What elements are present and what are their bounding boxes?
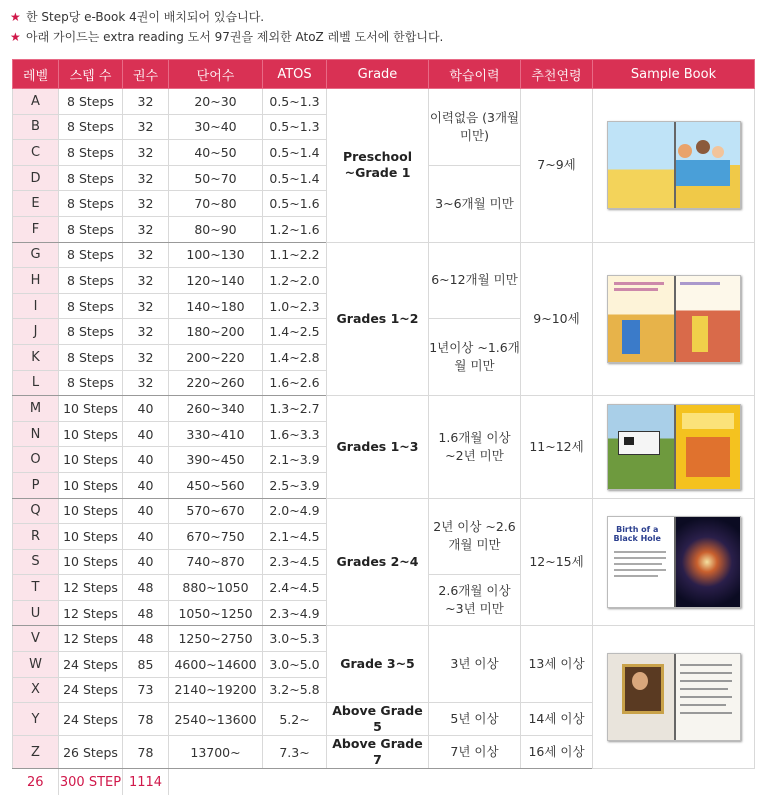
books-cell: 78 [123, 703, 169, 736]
level-cell: N [13, 421, 59, 447]
words-cell: 260~340 [169, 396, 263, 422]
atos-cell: 2.3~4.9 [263, 600, 327, 626]
words-cell: 40~50 [169, 140, 263, 166]
level-cell: W [13, 652, 59, 678]
steps-cell: 24 Steps [59, 677, 123, 703]
header-atos: ATOS [263, 60, 327, 89]
level-cell: X [13, 677, 59, 703]
level-cell: O [13, 447, 59, 473]
level-cell: B [13, 114, 59, 140]
sample-book-image: Birth of a Black Hole [607, 516, 741, 608]
grade-cell: Preschool ~Grade 1 [327, 89, 429, 243]
grade-cell: Grades 1~2 [327, 242, 429, 396]
level-cell: Y [13, 703, 59, 736]
steps-cell: 8 Steps [59, 89, 123, 115]
books-cell: 85 [123, 652, 169, 678]
words-cell: 20~30 [169, 89, 263, 115]
total-row [13, 769, 755, 795]
level-guide-table [12, 59, 755, 795]
words-cell: 13700~ [169, 736, 263, 769]
history-cell: 2.6개월 이상 ~3년 미만 [429, 575, 521, 626]
atos-cell: 5.2~ [263, 703, 327, 736]
history-cell: 1년이상 ~1.6개월 미만 [429, 319, 521, 396]
atos-cell: 2.1~4.5 [263, 524, 327, 550]
books-cell: 32 [123, 140, 169, 166]
words-cell: 740~870 [169, 549, 263, 575]
steps-cell: 8 Steps [59, 344, 123, 370]
steps-cell: 8 Steps [59, 140, 123, 166]
steps-cell: 12 Steps [59, 575, 123, 601]
steps-cell: 8 Steps [59, 114, 123, 140]
steps-cell: 10 Steps [59, 396, 123, 422]
books-cell: 32 [123, 344, 169, 370]
level-cell: J [13, 319, 59, 345]
words-cell: 30~40 [169, 114, 263, 140]
atos-cell: 1.4~2.8 [263, 344, 327, 370]
steps-cell: 10 Steps [59, 472, 123, 498]
sample-book-image [607, 653, 741, 741]
books-cell: 48 [123, 626, 169, 652]
words-cell: 330~410 [169, 421, 263, 447]
header-books: 권수 [123, 60, 169, 89]
note-text: 아래 가이드는 extra reading 도서 97권을 제외한 AtoZ 레벨 도서에 한합니다. [26, 29, 444, 44]
words-cell: 570~670 [169, 498, 263, 524]
grade-cell: Grades 1~3 [327, 396, 429, 498]
history-cell: 7년 이상 [429, 736, 521, 769]
books-cell: 40 [123, 498, 169, 524]
total-levels: 26 [13, 769, 59, 795]
words-cell: 880~1050 [169, 575, 263, 601]
sample-book-image [607, 275, 741, 363]
atos-cell: 1.6~3.3 [263, 421, 327, 447]
level-cell: D [13, 165, 59, 191]
note-1 [10, 7, 443, 27]
level-cell: Q [13, 498, 59, 524]
header-steps: 스텝 수 [59, 60, 123, 89]
history-cell: 6~12개월 미만 [429, 242, 521, 319]
steps-cell: 10 Steps [59, 421, 123, 447]
atos-cell: 2.3~4.5 [263, 549, 327, 575]
atos-cell: 3.2~5.8 [263, 677, 327, 703]
books-cell: 40 [123, 549, 169, 575]
words-cell: 1250~2750 [169, 626, 263, 652]
words-cell: 200~220 [169, 344, 263, 370]
sample-book-1 [593, 89, 755, 243]
steps-cell: 10 Steps [59, 549, 123, 575]
star-icon: ★ [10, 29, 21, 44]
header-grade: Grade [327, 60, 429, 89]
words-cell: 670~750 [169, 524, 263, 550]
books-cell: 32 [123, 370, 169, 396]
words-cell: 140~180 [169, 293, 263, 319]
header-row [13, 60, 755, 89]
words-cell: 120~140 [169, 268, 263, 294]
history-cell: 이력없음 (3개월미만) [429, 89, 521, 166]
atos-cell: 2.0~4.9 [263, 498, 327, 524]
history-cell: 1.6개월 이상 ~2년 미만 [429, 396, 521, 498]
atos-cell: 0.5~1.6 [263, 191, 327, 217]
sample-book-3 [593, 396, 755, 498]
steps-cell: 8 Steps [59, 370, 123, 396]
total-empty [169, 769, 755, 795]
header-sample: Sample Book [593, 60, 755, 89]
books-cell: 32 [123, 89, 169, 115]
steps-cell: 8 Steps [59, 242, 123, 268]
words-cell: 1050~1250 [169, 600, 263, 626]
steps-cell: 8 Steps [59, 165, 123, 191]
grade-cell: Above Grade 7 [327, 736, 429, 769]
words-cell: 390~450 [169, 447, 263, 473]
level-cell: Z [13, 736, 59, 769]
level-cell: V [13, 626, 59, 652]
atos-cell: 7.3~ [263, 736, 327, 769]
total-steps: 300 STEP [59, 769, 123, 795]
books-cell: 32 [123, 319, 169, 345]
steps-cell: 8 Steps [59, 191, 123, 217]
note-2 [10, 27, 443, 47]
notes [10, 7, 443, 47]
table-row [13, 498, 755, 524]
atos-cell: 3.0~5.0 [263, 652, 327, 678]
steps-cell: 8 Steps [59, 293, 123, 319]
steps-cell: 8 Steps [59, 319, 123, 345]
books-cell: 40 [123, 447, 169, 473]
words-cell: 180~200 [169, 319, 263, 345]
note-text: 한 Step당 e-Book 4권이 배치되어 있습니다. [26, 9, 265, 24]
books-cell: 40 [123, 421, 169, 447]
atos-cell: 1.4~2.5 [263, 319, 327, 345]
history-cell: 5년 이상 [429, 703, 521, 736]
steps-cell: 12 Steps [59, 600, 123, 626]
history-cell: 2년 이상 ~2.6개월 미만 [429, 498, 521, 575]
atos-cell: 1.0~2.3 [263, 293, 327, 319]
atos-cell: 0.5~1.4 [263, 140, 327, 166]
atos-cell: 2.4~4.5 [263, 575, 327, 601]
atos-cell: 2.1~3.9 [263, 447, 327, 473]
atos-cell: 1.1~2.2 [263, 242, 327, 268]
words-cell: 100~130 [169, 242, 263, 268]
sample-book-2 [593, 242, 755, 396]
steps-cell: 24 Steps [59, 652, 123, 678]
books-cell: 32 [123, 242, 169, 268]
header-age: 추천연령 [521, 60, 593, 89]
level-cell: L [13, 370, 59, 396]
words-cell: 2540~13600 [169, 703, 263, 736]
words-cell: 70~80 [169, 191, 263, 217]
level-cell: E [13, 191, 59, 217]
history-cell: 3년 이상 [429, 626, 521, 703]
words-cell: 2140~19200 [169, 677, 263, 703]
steps-cell: 24 Steps [59, 703, 123, 736]
steps-cell: 26 Steps [59, 736, 123, 769]
header-level: 레벨 [13, 60, 59, 89]
level-cell: C [13, 140, 59, 166]
books-cell: 40 [123, 396, 169, 422]
steps-cell: 8 Steps [59, 268, 123, 294]
sample-book-5 [593, 626, 755, 769]
level-cell: I [13, 293, 59, 319]
age-cell: 12~15세 [521, 498, 593, 626]
books-cell: 32 [123, 293, 169, 319]
sample-book-4 [593, 498, 755, 626]
books-cell: 40 [123, 472, 169, 498]
words-cell: 450~560 [169, 472, 263, 498]
books-cell: 40 [123, 524, 169, 550]
level-cell: P [13, 472, 59, 498]
level-cell: S [13, 549, 59, 575]
books-cell: 32 [123, 114, 169, 140]
table-row [13, 89, 755, 115]
books-cell: 32 [123, 191, 169, 217]
table-row [13, 396, 755, 422]
atos-cell: 1.3~2.7 [263, 396, 327, 422]
age-cell: 13세 이상 [521, 626, 593, 703]
books-cell: 32 [123, 216, 169, 242]
atos-cell: 0.5~1.4 [263, 165, 327, 191]
atos-cell: 1.2~2.0 [263, 268, 327, 294]
books-cell: 32 [123, 268, 169, 294]
books-cell: 78 [123, 736, 169, 769]
books-cell: 48 [123, 600, 169, 626]
steps-cell: 10 Steps [59, 524, 123, 550]
grade-cell: Above Grade 5 [327, 703, 429, 736]
level-cell: G [13, 242, 59, 268]
atos-cell: 3.0~5.3 [263, 626, 327, 652]
atos-cell: 0.5~1.3 [263, 114, 327, 140]
steps-cell: 10 Steps [59, 447, 123, 473]
total-books: 1114 [123, 769, 169, 795]
table-row [13, 242, 755, 268]
level-cell: U [13, 600, 59, 626]
atos-cell: 2.5~3.9 [263, 472, 327, 498]
sample-book-image [607, 404, 741, 490]
steps-cell: 10 Steps [59, 498, 123, 524]
level-cell: K [13, 344, 59, 370]
history-cell: 3~6개월 미만 [429, 165, 521, 242]
books-cell: 48 [123, 575, 169, 601]
level-cell: A [13, 89, 59, 115]
words-cell: 80~90 [169, 216, 263, 242]
steps-cell: 12 Steps [59, 626, 123, 652]
books-cell: 32 [123, 165, 169, 191]
atos-cell: 1.6~2.6 [263, 370, 327, 396]
words-cell: 220~260 [169, 370, 263, 396]
sample-book-image [607, 121, 741, 209]
level-cell: T [13, 575, 59, 601]
level-cell: H [13, 268, 59, 294]
words-cell: 50~70 [169, 165, 263, 191]
star-icon: ★ [10, 9, 21, 24]
age-cell: 16세 이상 [521, 736, 593, 769]
header-words: 단어수 [169, 60, 263, 89]
atos-cell: 0.5~1.3 [263, 89, 327, 115]
age-cell: 14세 이상 [521, 703, 593, 736]
age-cell: 11~12세 [521, 396, 593, 498]
age-cell: 7~9세 [521, 89, 593, 243]
grade-cell: Grade 3~5 [327, 626, 429, 703]
table-row [13, 626, 755, 652]
age-cell: 9~10세 [521, 242, 593, 396]
books-cell: 73 [123, 677, 169, 703]
steps-cell: 8 Steps [59, 216, 123, 242]
header-history: 학습이력 [429, 60, 521, 89]
words-cell: 4600~14600 [169, 652, 263, 678]
atos-cell: 1.2~1.6 [263, 216, 327, 242]
level-cell: R [13, 524, 59, 550]
level-cell: M [13, 396, 59, 422]
grade-cell: Grades 2~4 [327, 498, 429, 626]
level-cell: F [13, 216, 59, 242]
